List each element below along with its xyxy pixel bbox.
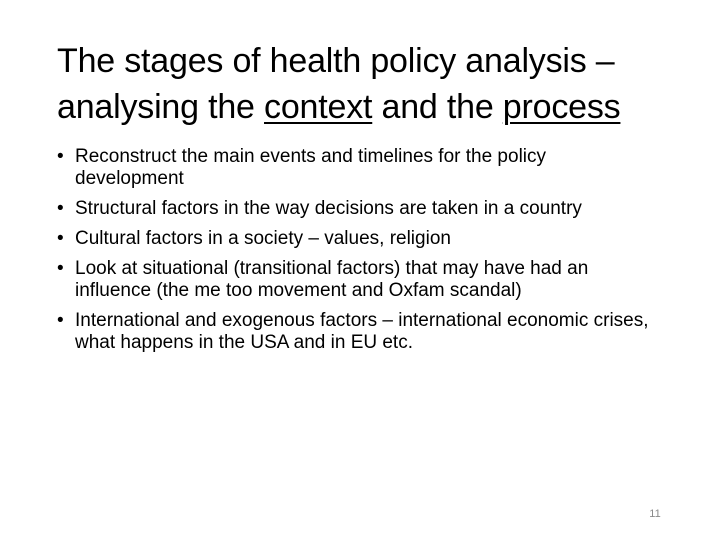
bullet-dot-icon: • bbox=[57, 228, 64, 249]
bullet-dot-icon: • bbox=[57, 258, 64, 279]
bullet-dot-icon: • bbox=[57, 310, 64, 331]
bullet-dot-icon: • bbox=[57, 198, 64, 219]
bullet-text: International and exogenous factors – international economic crises, what happens in the USA and in EU etc. bbox=[75, 310, 649, 353]
title-text-part-2: and the bbox=[372, 88, 503, 126]
bullet-item bbox=[57, 146, 657, 190]
bullet-text: Structural factors in the way decisions are taken in a country bbox=[75, 198, 582, 219]
bullet-text: Reconstruct the main events and timelines for the policy development bbox=[75, 146, 547, 189]
bullet-text: Cultural factors in a society – values, religion bbox=[75, 228, 451, 249]
bullet-dot-icon: • bbox=[57, 146, 64, 167]
bullet-text: Look at situational (transitional factors) that may have had an influence (the me too movement and Oxfam scandal) bbox=[75, 258, 589, 301]
bullet-item bbox=[57, 228, 657, 250]
title-underlined-context: context bbox=[264, 88, 373, 126]
slide-title bbox=[57, 38, 677, 130]
bullet-item bbox=[57, 258, 657, 302]
title-text-part-1: The stages of health policy analysis – analysing the bbox=[57, 42, 615, 126]
title-underlined-process: process bbox=[502, 88, 621, 126]
page-number: 11 bbox=[649, 508, 661, 520]
bullet-item bbox=[57, 198, 657, 220]
bullet-item bbox=[57, 310, 657, 354]
bullet-list bbox=[57, 146, 657, 362]
